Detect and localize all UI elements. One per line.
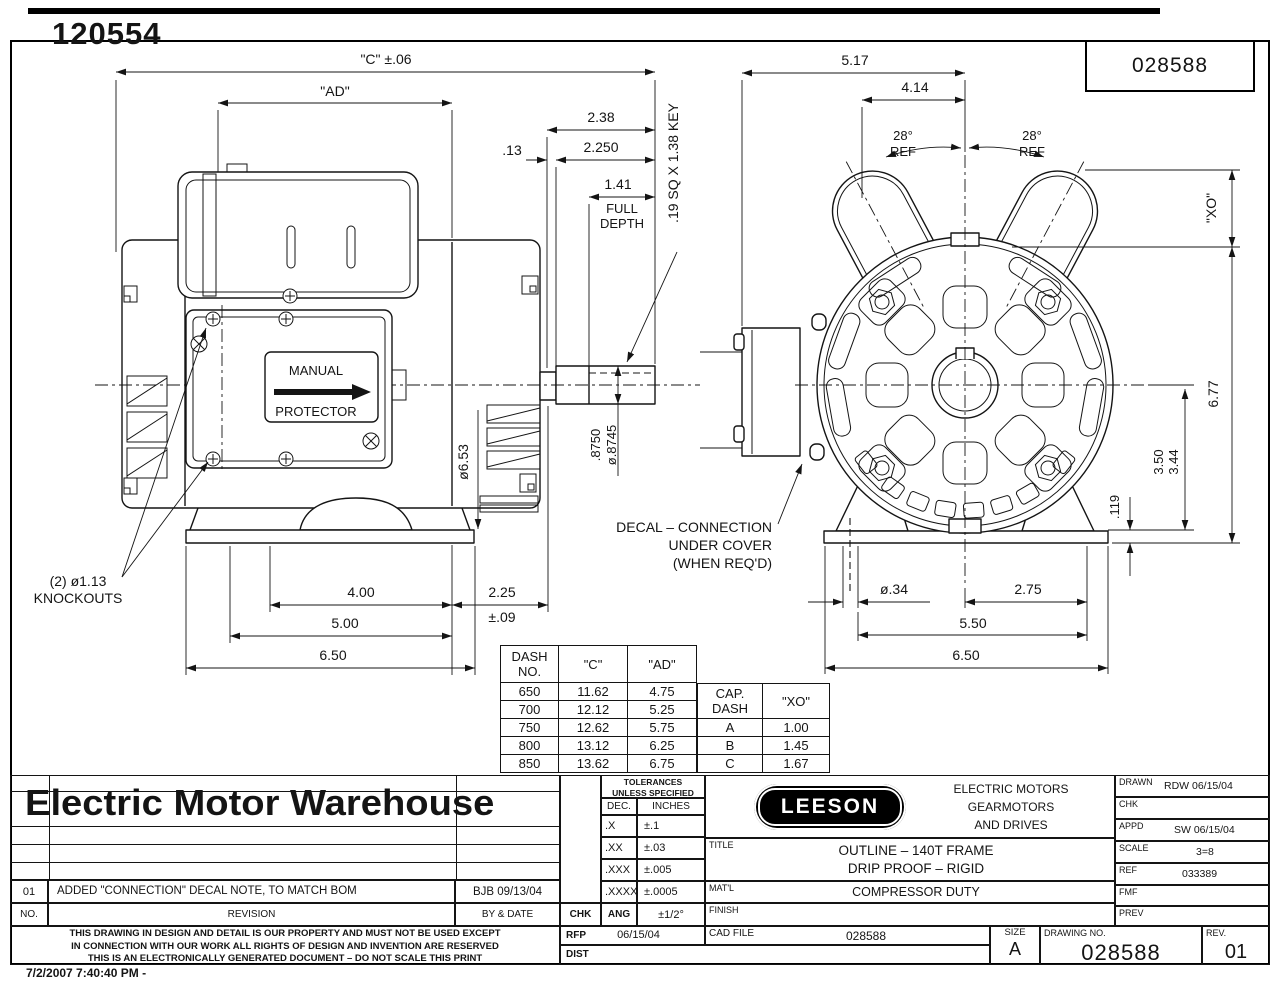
decal-note-line3: (WHEN REQ'D)	[672, 555, 772, 571]
table-row: 750 12.62 5.75	[501, 719, 697, 737]
tol-val-xx: ±.03	[637, 837, 705, 859]
rev-label: REV.	[1206, 928, 1227, 938]
manual-text: MANUAL	[288, 363, 344, 378]
dim-6-77-label: 6.77	[1205, 380, 1221, 408]
decal-note-line1: DECAL – CONNECTION	[616, 519, 772, 535]
rfp-row	[560, 926, 705, 945]
shaft-dia-upper: .8750	[588, 428, 603, 462]
dim-5-00-label: 5.00	[331, 615, 359, 631]
tol-val-x: ±.1	[637, 815, 705, 837]
dim-1-41-label: 1.41	[604, 176, 632, 192]
dim-3-50-label: 3.50	[1151, 449, 1166, 475]
size-label: SIZE	[1004, 927, 1026, 938]
disclaimer-line2: IN CONNECTION WITH OUR WORK ALL RIGHTS OF DESIGN AND INVENTION ARE RESERVED	[71, 940, 499, 952]
full-depth-line2: DEPTH	[599, 216, 645, 231]
leeson-logo: LEESON	[754, 784, 906, 830]
dim-6-50-end-label: 6.50	[952, 647, 980, 663]
matl-value: COMPRESSOR DUTY	[852, 885, 980, 899]
rfp-label: RFP	[566, 930, 586, 941]
dist-row: DIST	[560, 945, 990, 965]
dash-table-header-ad: "AD"	[628, 646, 697, 683]
revision-no-value: 01	[10, 880, 48, 903]
disclaimer-line1: THIS DRAWING IN DESIGN AND DETAIL IS OUR PROPERTY AND MUST NOT BE USED EXCEPT	[69, 928, 501, 939]
full-depth-line1: FULL	[606, 201, 638, 216]
table-row: 700 12.12 5.25	[501, 701, 697, 719]
knockouts-line1: (2) ø1.13	[49, 573, 107, 589]
cap-table-header-xo: "XO"	[763, 684, 830, 719]
disclaimer	[10, 926, 560, 965]
dim-ad-label: "AD"	[320, 83, 350, 99]
tol-dec-x: .X	[601, 815, 637, 837]
table-row: 650 11.62 4.75	[501, 683, 697, 701]
header-by-date: BY & DATE	[455, 903, 560, 926]
dash-number-table	[500, 645, 697, 773]
drawing-no-cell	[1040, 926, 1202, 965]
dim-xo-label: "XO"	[1203, 192, 1219, 224]
chk-row: CHK	[1115, 797, 1270, 819]
frame-dia-label: ø6.53	[455, 444, 471, 480]
protector-text: PROTECTOR	[275, 404, 357, 419]
decal-note-line2: UNDER COVER	[668, 537, 772, 553]
tol-val-xxx: ±.005	[637, 859, 705, 881]
dim-4-00-label: 4.00	[347, 584, 375, 600]
tol-dec-xxxx: .XXXX	[601, 881, 637, 903]
cad-file-row	[705, 926, 990, 945]
dim-13-label: .13	[502, 142, 522, 158]
matl-label: MAT'L	[709, 883, 735, 893]
appd-row: APPD SW 06/15/04	[1115, 819, 1270, 841]
size-value: A	[1008, 939, 1021, 959]
dim-2-38-label: 2.38	[587, 109, 615, 125]
prev-row: PREV	[1115, 906, 1270, 926]
table-row: 800 13.12 6.25	[501, 737, 697, 755]
finish-cell	[705, 903, 1115, 926]
dim-5-17-label: 5.17	[841, 52, 869, 68]
tol-dec-xx: .XX	[601, 837, 637, 859]
fmf-row: FMF	[1115, 885, 1270, 906]
table-row: B 1.45	[698, 737, 830, 755]
cad-file-value: 028588	[845, 929, 887, 943]
table-row: C 1.67	[698, 755, 830, 773]
rev-value: 01	[1224, 941, 1248, 963]
dim-hole-dia-label: ø.34	[879, 581, 909, 597]
dash-table-header-no: DASH NO.	[501, 646, 559, 683]
scale-row: SCALE 3=8	[1115, 841, 1270, 863]
dim-2-75-label: 2.75	[1014, 581, 1042, 597]
dash-table-header-c: "C"	[559, 646, 628, 683]
table-row: 850 13.62 6.75	[501, 755, 697, 773]
ang-cell: ANG	[601, 903, 637, 926]
drawn-row: DRAWN RDW 06/15/04	[1115, 775, 1270, 797]
cap-dash-table	[697, 683, 830, 773]
brand-tagline: ELECTRIC MOTORS GEARMOTORS AND DRIVES	[953, 782, 1069, 832]
cad-file-label: CAD FILE	[709, 928, 755, 939]
title-block	[10, 775, 1270, 965]
chk-cell: CHK	[560, 903, 601, 926]
angle-right-label: 28°	[1022, 128, 1042, 143]
angle-left-ref: REF	[890, 144, 916, 159]
terminal-cover	[178, 164, 418, 298]
matl-cell	[705, 881, 1115, 903]
title-label: TITLE	[709, 840, 734, 850]
tol-header-inches: INCHES	[637, 798, 705, 815]
rfp-date: 06/15/04	[617, 929, 660, 941]
angle-right-ref: REF	[1019, 144, 1045, 159]
rev-cell	[1202, 926, 1270, 965]
tol-dec-xxx: .XXX	[601, 859, 637, 881]
header-revision: REVISION	[48, 903, 455, 926]
table-row: A 1.00	[698, 719, 830, 737]
dim-3-44-label: 3.44	[1166, 449, 1181, 475]
dim-6-50-side-label: 6.50	[319, 647, 347, 663]
spare-cell	[560, 775, 601, 903]
dim-119-label: .119	[1107, 494, 1122, 520]
header-no: NO.	[10, 903, 48, 926]
doc-number: 028588	[1131, 54, 1209, 77]
company-name: Electric Motor Warehouse	[25, 782, 495, 823]
ang-tol-cell: ±1/2°	[637, 903, 705, 926]
dim-2-250-label: 2.250	[583, 139, 619, 155]
key-note-label: .19 SQ X 1.38 KEY	[665, 103, 681, 223]
ref-row: REF 033389	[1115, 863, 1270, 885]
brand-cell	[705, 775, 1115, 838]
left-boss-bottom	[810, 444, 824, 460]
revision-description: ADDED "CONNECTION" DECAL NOTE, TO MATCH BOM	[48, 880, 455, 903]
shaft-dia-lower: ø.8745	[604, 424, 619, 466]
finish-label: FINISH	[709, 905, 739, 915]
print-timestamp: 7/2/2007 7:40:40 PM -	[26, 966, 147, 980]
part-number: 120554	[52, 16, 162, 51]
title-cell	[705, 838, 1115, 881]
tol-header-dec: DEC.	[601, 798, 637, 815]
drawing-no-value: 028588	[1081, 940, 1161, 965]
revision-by-date: BJB 09/13/04	[455, 880, 560, 903]
disclaimer-line3: THIS IS AN ELECTRONICALLY GENERATED DOCUMENT – DO NOT SCALE THIS PRINT	[87, 953, 483, 964]
angle-left-label: 28°	[893, 128, 913, 143]
tol-val-xxxx: ±.0005	[637, 881, 705, 903]
manual-protector-label	[265, 352, 378, 422]
knockouts-line2: KNOCKOUTS	[33, 590, 123, 606]
drawing-no-label: DRAWING NO.	[1044, 928, 1106, 938]
dim-5-50-label: 5.50	[959, 615, 987, 631]
dim-2-25-label: 2.25	[488, 584, 516, 600]
drawing-title: OUTLINE – 140T FRAME DRIP PROOF – RIGID	[838, 843, 994, 876]
end-view-flange	[700, 328, 800, 456]
company-area	[10, 775, 560, 880]
tolerances-title: TOLERANCES UNLESS SPECIFIED	[601, 775, 705, 798]
dim-2-25-tol-label: ±.09	[488, 609, 516, 625]
size-cell	[990, 926, 1040, 965]
dim-c-label: "C" ±.06	[360, 51, 412, 67]
dim-4-14-label: 4.14	[901, 79, 929, 95]
left-boss-top	[812, 314, 826, 330]
cap-table-header-dash: CAP. DASH	[698, 684, 763, 719]
